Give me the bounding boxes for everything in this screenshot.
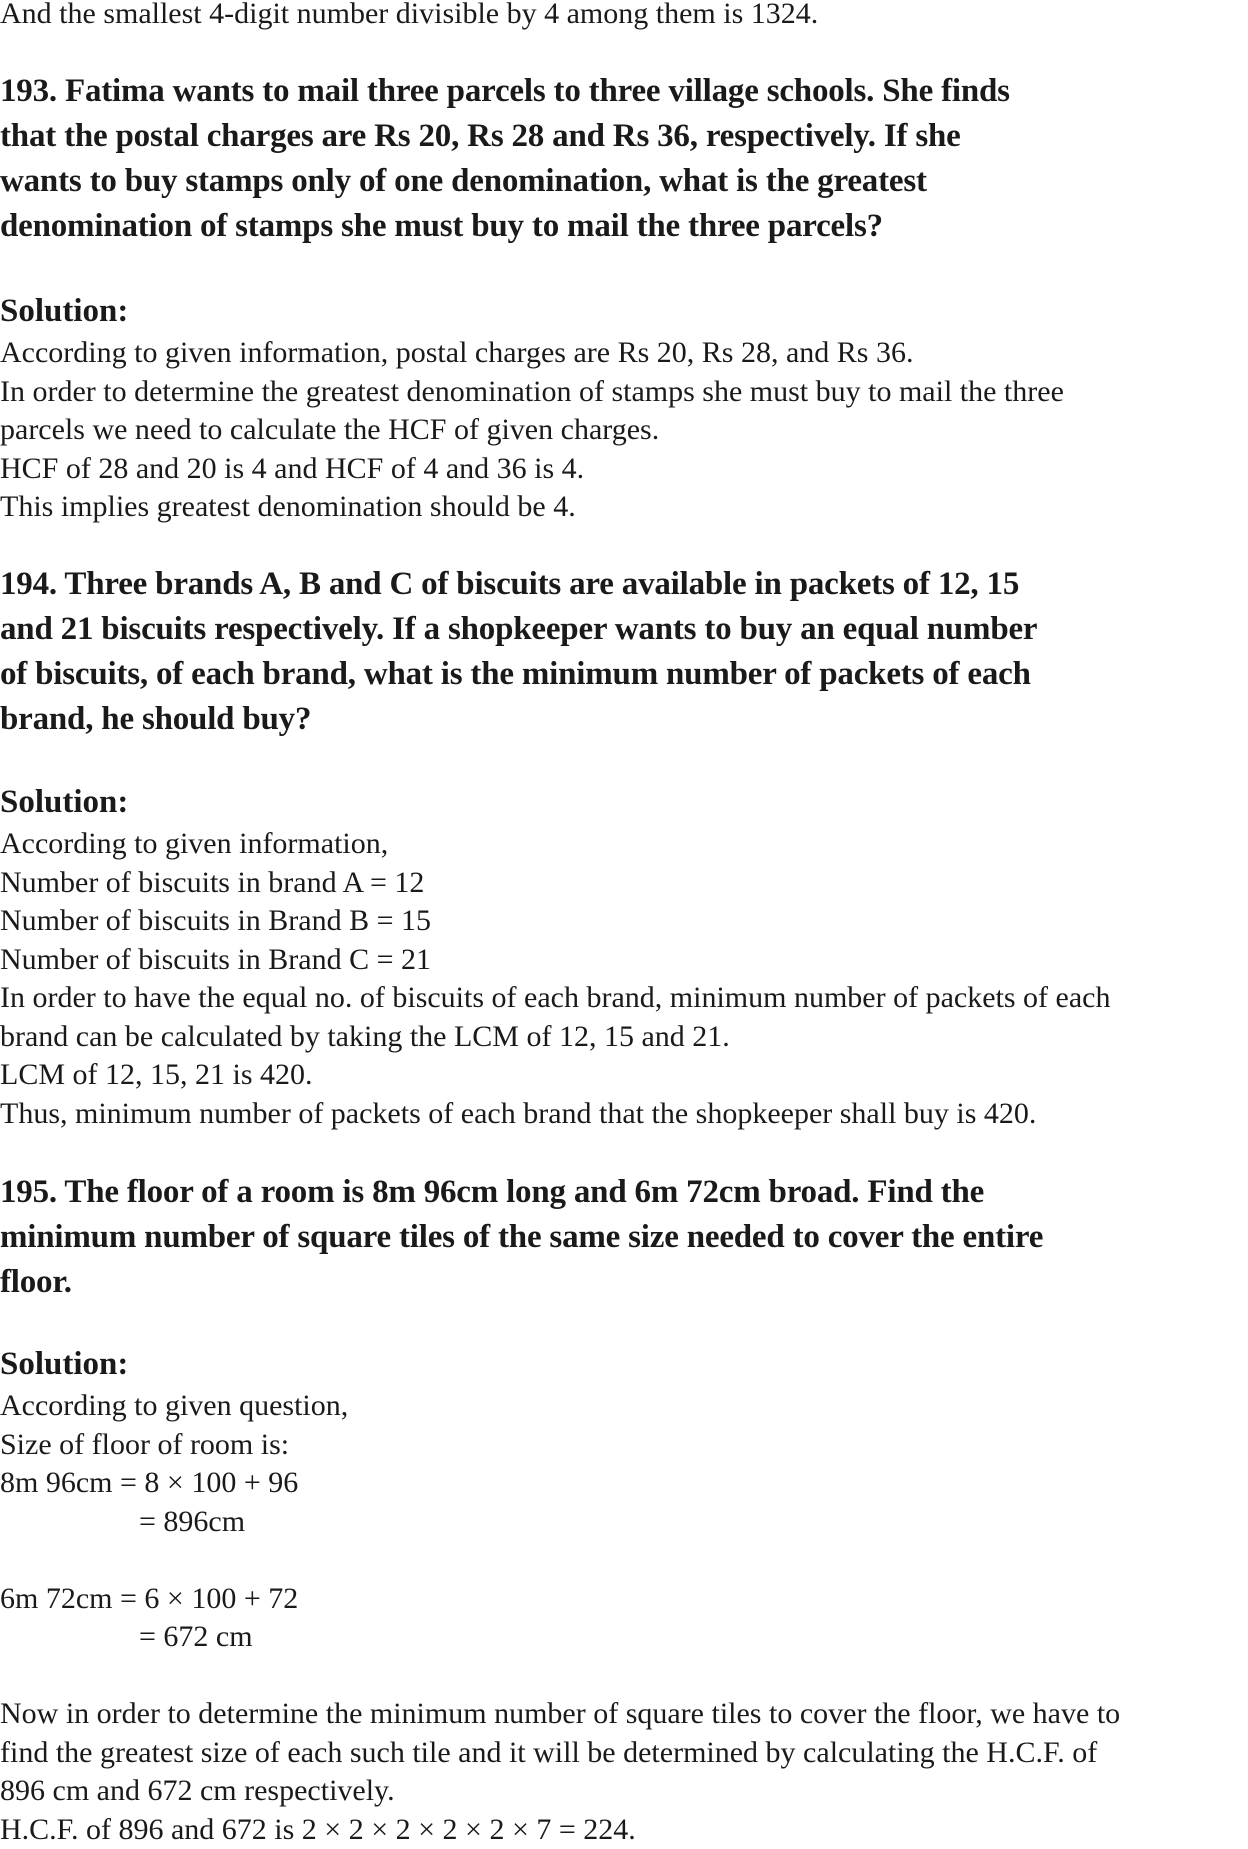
question-line: brand, he should buy? xyxy=(0,697,1248,742)
solution-heading: Solution: xyxy=(0,289,1248,334)
body-line: LCM of 12, 15, 21 is 420. xyxy=(0,1056,1248,1095)
body-line: 896 cm and 672 cm respectively. xyxy=(0,1772,1248,1811)
question-193 xyxy=(0,69,1248,249)
question-line: 195. The floor of a room is 8m 96cm long and 6m 72cm broad. Find the xyxy=(0,1170,1248,1215)
solution-194 xyxy=(0,780,1248,1133)
body-line: parcels we need to calculate the HCF of given charges. xyxy=(0,411,1248,450)
body-line: H.C.F. of 896 and 672 is 2 × 2 × 2 × 2 × 2 × 7 = 224. xyxy=(0,1811,1248,1849)
question-line: and 21 biscuits respectively. If a shopkeeper wants to buy an equal number xyxy=(0,607,1248,652)
calculation-step: = 672 cm xyxy=(0,1618,1248,1657)
solution-heading: Solution: xyxy=(0,780,1248,825)
body-line: find the greatest size of each such tile and it will be determined by calculating the H.C.F. of xyxy=(0,1734,1248,1773)
calculation-step: = 896cm xyxy=(0,1503,1248,1542)
body-line: This implies greatest denomination should be 4. xyxy=(0,488,1248,527)
question-194 xyxy=(0,562,1248,742)
question-line: wants to buy stamps only of one denomination, what is the greatest xyxy=(0,159,1248,204)
body-line: Number of biscuits in brand A = 12 xyxy=(0,864,1248,903)
body-line: According to given question, xyxy=(0,1387,1248,1426)
body-line: HCF of 28 and 20 is 4 and HCF of 4 and 36 is 4. xyxy=(0,450,1248,489)
body-line: brand can be calculated by taking the LCM of 12, 15 and 21. xyxy=(0,1018,1248,1057)
solution-193 xyxy=(0,289,1248,527)
question-line: 193. Fatima wants to mail three parcels to three village schools. She finds xyxy=(0,69,1248,114)
question-line: of biscuits, of each brand, what is the minimum number of packets of each xyxy=(0,652,1248,697)
body-line: Thus, minimum number of packets of each brand that the shopkeeper shall buy is 420. xyxy=(0,1095,1248,1134)
intro-text-block xyxy=(0,0,1248,34)
body-line: In order to determine the greatest denomination of stamps she must buy to mail the three xyxy=(0,373,1248,412)
body-line: Now in order to determine the minimum number of square tiles to cover the floor, we have to xyxy=(0,1695,1248,1734)
question-line: floor. xyxy=(0,1260,1248,1305)
body-line: Number of biscuits in Brand C = 21 xyxy=(0,941,1248,980)
body-line: According to given information, postal charges are Rs 20, Rs 28, and Rs 36. xyxy=(0,334,1248,373)
solution-heading: Solution: xyxy=(0,1342,1248,1387)
solution-195 xyxy=(0,1342,1248,1849)
body-line: In order to have the equal no. of biscuits of each brand, minimum number of packets of each xyxy=(0,979,1248,1018)
body-line: And the smallest 4-digit number divisible by 4 among them is 1324. xyxy=(0,0,1248,34)
question-line: minimum number of square tiles of the same size needed to cover the entire xyxy=(0,1215,1248,1260)
body-line: According to given information, xyxy=(0,825,1248,864)
body-line: 8m 96cm = 8 × 100 + 96 xyxy=(0,1464,1248,1503)
question-line: 194. Three brands A, B and C of biscuits are available in packets of 12, 15 xyxy=(0,562,1248,607)
body-line: Number of biscuits in Brand B = 15 xyxy=(0,902,1248,941)
question-line: that the postal charges are Rs 20, Rs 28 and Rs 36, respectively. If she xyxy=(0,114,1248,159)
body-line: 6m 72cm = 6 × 100 + 72 xyxy=(0,1580,1248,1619)
body-line: Size of floor of room is: xyxy=(0,1426,1248,1465)
question-line: denomination of stamps she must buy to mail the three parcels? xyxy=(0,204,1248,249)
question-195 xyxy=(0,1170,1248,1305)
